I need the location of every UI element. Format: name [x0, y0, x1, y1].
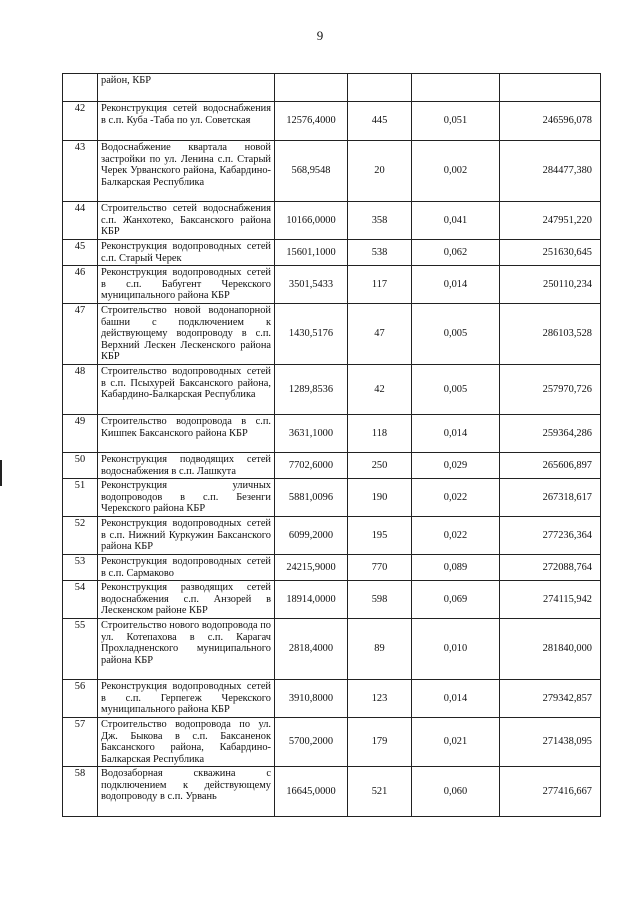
- cell-unit-cost: 286103,528: [500, 304, 601, 365]
- cell-quantity: 89: [348, 619, 412, 680]
- cell-description: Строительство водопровода в с.п. Кишпек Баксанского района КБР: [98, 415, 275, 453]
- projects-table: [62, 73, 601, 817]
- cell-cost: 16645,0000: [275, 767, 348, 817]
- cell-unit-cost: [500, 74, 601, 102]
- cell-cost: 6099,2000: [275, 517, 348, 555]
- cell-unit-cost: 272088,764: [500, 555, 601, 581]
- cell-description: Реконструкция уличных водопроводов в с.п. Безенги Черекского района КБР: [98, 479, 275, 517]
- cell-quantity: 521: [348, 767, 412, 817]
- cell-number: 48: [63, 365, 98, 415]
- cell-description: Реконструкция подводящих сетей водоснабжения в с.п. Лашкута: [98, 453, 275, 479]
- cell-number: 43: [63, 141, 98, 202]
- cell-cost: 3910,8000: [275, 680, 348, 718]
- table-row-continuation: [63, 74, 601, 102]
- cell-cost: 3501,5433: [275, 266, 348, 304]
- cell-quantity: 123: [348, 680, 412, 718]
- cell-ratio: 0,069: [412, 581, 500, 619]
- cell-ratio: [412, 74, 500, 102]
- table-row: [63, 102, 601, 141]
- cell-cost: 24215,9000: [275, 555, 348, 581]
- cell-cost: 18914,0000: [275, 581, 348, 619]
- table-row: [63, 718, 601, 767]
- cell-description: Реконструкция водопроводных сетей в с.п. Герпегеж Черекского муниципального района КБР: [98, 680, 275, 718]
- cell-cost: 7702,6000: [275, 453, 348, 479]
- cell-description: Реконструкция сетей водоснабжения в с.п. Куба -Таба по ул. Советская: [98, 102, 275, 141]
- cell-ratio: 0,051: [412, 102, 500, 141]
- cell-description: Строительство водопровода по ул. Дж. Быкова в с.п. Баксаненок Баксанского района, Кабардино-Балкарская Республика: [98, 718, 275, 767]
- table-row: [63, 479, 601, 517]
- cell-quantity: 770: [348, 555, 412, 581]
- cell-quantity: 445: [348, 102, 412, 141]
- cell-cost: 5881,0096: [275, 479, 348, 517]
- cell-number: 50: [63, 453, 98, 479]
- cell-unit-cost: 247951,220: [500, 202, 601, 240]
- cell-unit-cost: 250110,234: [500, 266, 601, 304]
- cell-unit-cost: 259364,286: [500, 415, 601, 453]
- cell-unit-cost: 281840,000: [500, 619, 601, 680]
- table-row: [63, 517, 601, 555]
- cell-unit-cost: 277236,364: [500, 517, 601, 555]
- cell-description: Реконструкция водопроводных сетей в с.п. Нижний Куркужин Баксанского района КБР: [98, 517, 275, 555]
- table-row: [63, 680, 601, 718]
- cell-ratio: 0,022: [412, 479, 500, 517]
- cell-quantity: 118: [348, 415, 412, 453]
- cell-unit-cost: 284477,380: [500, 141, 601, 202]
- cell-quantity: 117: [348, 266, 412, 304]
- table-row: [63, 415, 601, 453]
- cell-unit-cost: 257970,726: [500, 365, 601, 415]
- cell-ratio: 0,089: [412, 555, 500, 581]
- cell-ratio: 0,021: [412, 718, 500, 767]
- table-row: [63, 365, 601, 415]
- table-row: [63, 555, 601, 581]
- table-row: [63, 453, 601, 479]
- cell-number: 52: [63, 517, 98, 555]
- cell-cost: 2818,4000: [275, 619, 348, 680]
- cell-unit-cost: 277416,667: [500, 767, 601, 817]
- cell-number: 56: [63, 680, 98, 718]
- cell-number: 49: [63, 415, 98, 453]
- cell-quantity: 42: [348, 365, 412, 415]
- cell-unit-cost: 279342,857: [500, 680, 601, 718]
- cell-quantity: 538: [348, 240, 412, 266]
- cell-quantity: 47: [348, 304, 412, 365]
- cell-ratio: 0,014: [412, 415, 500, 453]
- cell-description: Реконструкция водопроводных сетей с.п. Старый Черек: [98, 240, 275, 266]
- cell-ratio: 0,005: [412, 304, 500, 365]
- table-row: [63, 141, 601, 202]
- table-row: [63, 619, 601, 680]
- cell-number: 47: [63, 304, 98, 365]
- cell-cost: 15601,1000: [275, 240, 348, 266]
- cell-ratio: 0,041: [412, 202, 500, 240]
- cell-description: Реконструкция водопроводных сетей в с.п. Сармаково: [98, 555, 275, 581]
- cell-cost: 5700,2000: [275, 718, 348, 767]
- cell-cost: 12576,4000: [275, 102, 348, 141]
- cell-description: Строительство новой водонапорной башни с подключением к действующему водопроводу в с.п. Верхний Лескен Лескенского района КБР: [98, 304, 275, 365]
- cell-number: 44: [63, 202, 98, 240]
- table-row: [63, 240, 601, 266]
- cell-ratio: 0,029: [412, 453, 500, 479]
- cell-unit-cost: 274115,942: [500, 581, 601, 619]
- cell-number: 57: [63, 718, 98, 767]
- cell-unit-cost: 251630,645: [500, 240, 601, 266]
- cell-quantity: 250: [348, 453, 412, 479]
- cell-ratio: 0,010: [412, 619, 500, 680]
- cell-cost: 3631,1000: [275, 415, 348, 453]
- cell-cost: 1289,8536: [275, 365, 348, 415]
- cell-number: 46: [63, 266, 98, 304]
- cell-cost: 568,9548: [275, 141, 348, 202]
- cell-unit-cost: 271438,095: [500, 718, 601, 767]
- cell-ratio: 0,060: [412, 767, 500, 817]
- cell-number: 42: [63, 102, 98, 141]
- cell-description: район, КБР: [98, 74, 275, 102]
- table-row: [63, 767, 601, 817]
- cell-quantity: 190: [348, 479, 412, 517]
- table-row: [63, 202, 601, 240]
- cell-unit-cost: 267318,617: [500, 479, 601, 517]
- cell-unit-cost: 265606,897: [500, 453, 601, 479]
- cell-number: [63, 74, 98, 102]
- cell-ratio: 0,022: [412, 517, 500, 555]
- cell-ratio: 0,014: [412, 680, 500, 718]
- cell-quantity: 358: [348, 202, 412, 240]
- cell-number: 58: [63, 767, 98, 817]
- cell-cost: 1430,5176: [275, 304, 348, 365]
- cell-description: Водозаборная скважина с подключением к действующему водопроводу в с.п. Урвань: [98, 767, 275, 817]
- cell-number: 45: [63, 240, 98, 266]
- margin-mark: [0, 460, 2, 486]
- cell-cost: 10166,0000: [275, 202, 348, 240]
- table-row: [63, 304, 601, 365]
- cell-description: Строительство сетей водоснабжения с.п. Жанхотеко, Баксанского района КБР: [98, 202, 275, 240]
- cell-number: 51: [63, 479, 98, 517]
- table-row: [63, 266, 601, 304]
- cell-ratio: 0,014: [412, 266, 500, 304]
- cell-description: Водоснабжение квартала новой застройки по ул. Ленина с.п. Старый Черек Урванского района, Кабардино-Балкарская Республика: [98, 141, 275, 202]
- cell-ratio: 0,062: [412, 240, 500, 266]
- cell-description: Строительство нового водопровода по ул. Котепахова в с.п. Карагач Прохладненского муниципального района КБР: [98, 619, 275, 680]
- cell-ratio: 0,005: [412, 365, 500, 415]
- cell-quantity: 179: [348, 718, 412, 767]
- cell-number: 55: [63, 619, 98, 680]
- cell-quantity: [348, 74, 412, 102]
- cell-unit-cost: 246596,078: [500, 102, 601, 141]
- cell-description: Строительство водопроводных сетей в с.п. Псыхурей Баксанского района, Кабардино-Балкарская Республика: [98, 365, 275, 415]
- cell-quantity: 598: [348, 581, 412, 619]
- table-row: [63, 581, 601, 619]
- cell-quantity: 20: [348, 141, 412, 202]
- cell-quantity: 195: [348, 517, 412, 555]
- page-number: 9: [316, 28, 324, 43]
- cell-description: Реконструкция разводящих сетей водоснабжения с.п. Анзорей в Лескенском районе КБР: [98, 581, 275, 619]
- cell-ratio: 0,002: [412, 141, 500, 202]
- cell-cost: [275, 74, 348, 102]
- cell-description: Реконструкция водопроводных сетей в с.п. Бабугент Черекского муниципального района КБР: [98, 266, 275, 304]
- cell-number: 54: [63, 581, 98, 619]
- cell-number: 53: [63, 555, 98, 581]
